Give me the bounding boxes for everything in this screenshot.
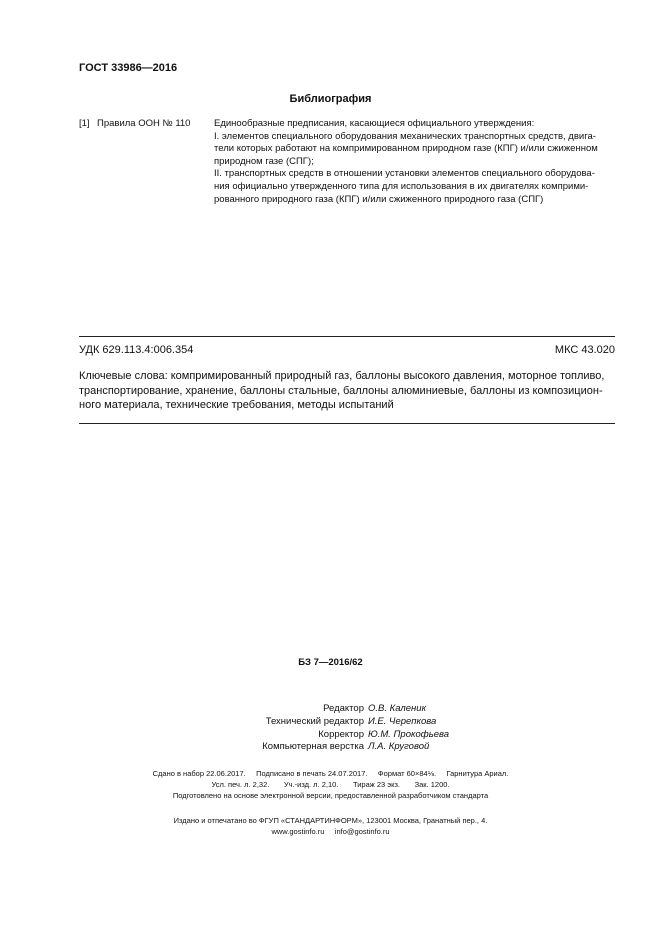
print-details — [0, 768, 661, 801]
print-line: Усл. печ. л. 2,32. Уч.-изд. л. 2,10. Тираж 23 экз. Зак. 1200. — [211, 780, 450, 789]
keywords-line: транспортирование, хранение, баллоны стальные, баллоны алюминиевые, баллоны из композицион- — [79, 384, 603, 397]
staff-name: Л.А. Круговой — [368, 741, 430, 753]
staff-roles — [150, 703, 364, 754]
staff-name: О.В. Каленик — [368, 703, 427, 714]
reference-line: природном газе (СПГ); — [214, 155, 314, 167]
reference-line: тели которых работают на компримированном природном газе (КПГ) и/или сжиженном — [214, 143, 598, 155]
document-code: ГОСТ 33986—2016 — [79, 62, 178, 74]
print-line: Подготовлено на основе электронной версии, предоставленной разработчиком стандарта — [172, 791, 489, 800]
staff-role: Корректор — [318, 728, 364, 740]
reference-line: рованного природного газа (КПГ) и/или сжиженного природного газа (СПГ) — [214, 193, 544, 205]
bibliography-title: Библиография — [289, 93, 372, 105]
keywords-line: ного материала, технические требования, методы испытаний — [79, 399, 394, 411]
keywords-block — [79, 369, 615, 413]
bz-number: БЗ 7—2016/62 — [298, 657, 363, 668]
publisher-contacts: www.gostinfo.ru info@gostinfo.ru — [271, 827, 390, 836]
divider-bottom — [79, 423, 615, 424]
staff-role: Компьютерная верстка — [262, 741, 364, 753]
reference-line: ния официально утвержденного типа для использования в их двигателях комприми- — [214, 180, 589, 192]
reference-line: I. элементов специального оборудования механических транспортных средств, двига- — [214, 130, 596, 142]
staff-name: Ю.М. Прокофьева — [368, 728, 450, 740]
staff-names — [368, 703, 568, 754]
staff-role: Редактор — [323, 703, 364, 714]
reference-source: Правила ООН № 110 — [97, 118, 191, 129]
divider-top — [79, 336, 615, 337]
publisher-line: Издано и отпечатано во ФГУП «СТАНДАРТИНФОРМ», 123001 Москва, Гранатный пер., 4. — [173, 816, 488, 825]
reference-description — [214, 118, 616, 206]
mks-code: МКС 43.020 — [554, 344, 615, 356]
publisher-details — [0, 815, 661, 837]
keywords-line: Ключевые слова: компримированный природный газ, баллоны высокого давления, моторное топливо, — [79, 370, 605, 382]
print-line: Сдано в набор 22.06.2017. Подписано в печать 24.07.2017. Формат 60×84⅛. Гарнитура Ариал. — [152, 769, 509, 778]
reference-number: [1] — [79, 118, 90, 129]
staff-name: И.Е. Черепкова — [368, 715, 437, 727]
reference-line: Единообразные предписания, касающиеся официального утверждения: — [214, 118, 535, 129]
udk-code: УДК 629.113.4:006.354 — [79, 344, 194, 356]
staff-role: Технический редактор — [265, 715, 364, 727]
reference-line: II. транспортных средств в отношении установки элементов специального оборудова- — [214, 168, 595, 180]
